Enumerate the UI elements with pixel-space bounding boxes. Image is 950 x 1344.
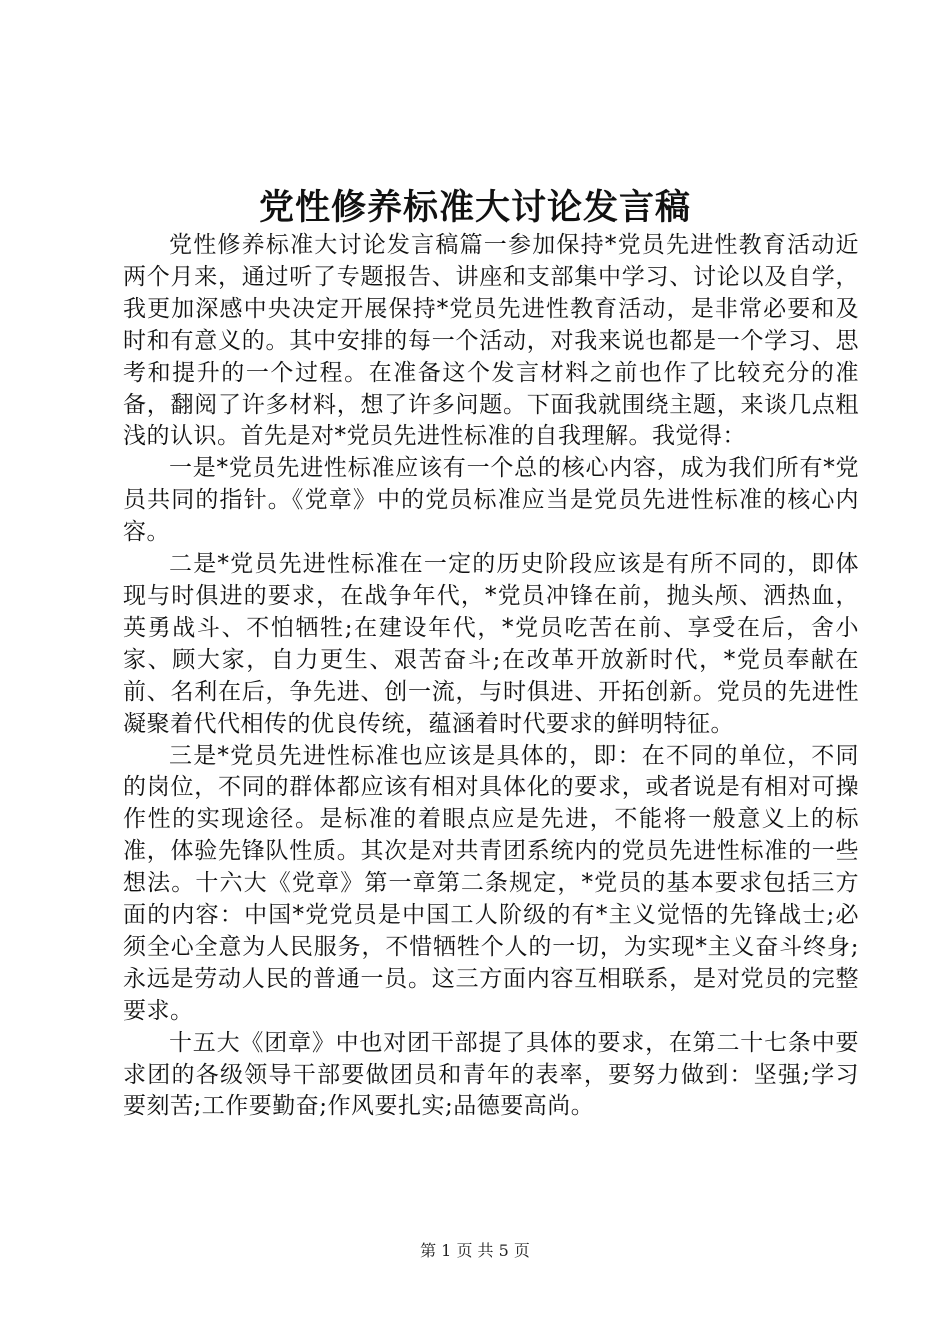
- paragraph-intro: 党性修养标准大讨论发言稿篇一参加保持*党员先进性教育活动近两个月来，通过听了专题报告、讲座和支部集中学习、讨论以及自学，我更加深感中央决定开展保持*党员先进性教育活动，是非常必要和及时和有意义的。其中安排的每一个活动，对我来说也都是一个学习、思考和提升的一个过程。在准备这个发言材料之前也作了比较充分的准备，翻阅了许多材料，想了许多问题。下面我就围绕主题，来谈几点粗浅的认识。首先是对*党员先进性标准的自我理解。我觉得：: [123, 232, 859, 450]
- paragraph-point-two: 二是*党员先进性标准在一定的历史阶段应该是有所不同的，即体现与时俱进的要求，在战争年代，*党员冲锋在前，抛头颅、洒热血，英勇战斗、不怕牺牲;在建设年代，*党员吃苦在前、享受在后，舍小家、顾大家，自力更生、艰苦奋斗;在改革开放新时代，*党员奉献在前、名利在后，争先进、创一流，与时俱进、开拓创新。党员的先进性凝聚着代代相传的优良传统，蕴涵着时代要求的鲜明特征。: [123, 551, 859, 737]
- paragraph-point-one: 一是*党员先进性标准应该有一个总的核心内容，成为我们所有*党员共同的指针。《党章》中的党员标准应当是党员先进性标准的核心内容。: [123, 455, 859, 546]
- document-title: 党性修养标准大讨论发言稿: [258, 187, 691, 228]
- paragraph-point-three: 三是*党员先进性标准也应该是具体的，即：在不同的单位，不同的岗位，不同的群体都应该有相对具体化的要求，或者说是有相对可操作性的实现途径。是标准的着眼点应是先进，不能将一般意义上的标准，体验先锋队性质。其次是对共青团系统内的党员先进性标准的一些想法。十六大《党章》第一章第二条规定，*党员的基本要求包括三方面的内容：中国*党党员是中国工人阶级的有*主义觉悟的先锋战士;必须全心全意为人民服务，不惜牺牲个人的一切，为实现*主义奋斗终身;永远是劳动人民的普通一员。这三方面内容互相联系，是对党员的完整要求。: [123, 742, 859, 1024]
- document-body: [123, 230, 859, 1123]
- page-number: 第 1 页 共 5 页: [420, 1241, 530, 1260]
- paragraph-league-charter: 十五大《团章》中也对团干部提了具体的要求，在第二十七条中要求团的各级领导干部要做团员和青年的表率，要努力做到：坚强;学习要刻苦;工作要勤奋;作风要扎实;品德要高尚。: [123, 1029, 859, 1120]
